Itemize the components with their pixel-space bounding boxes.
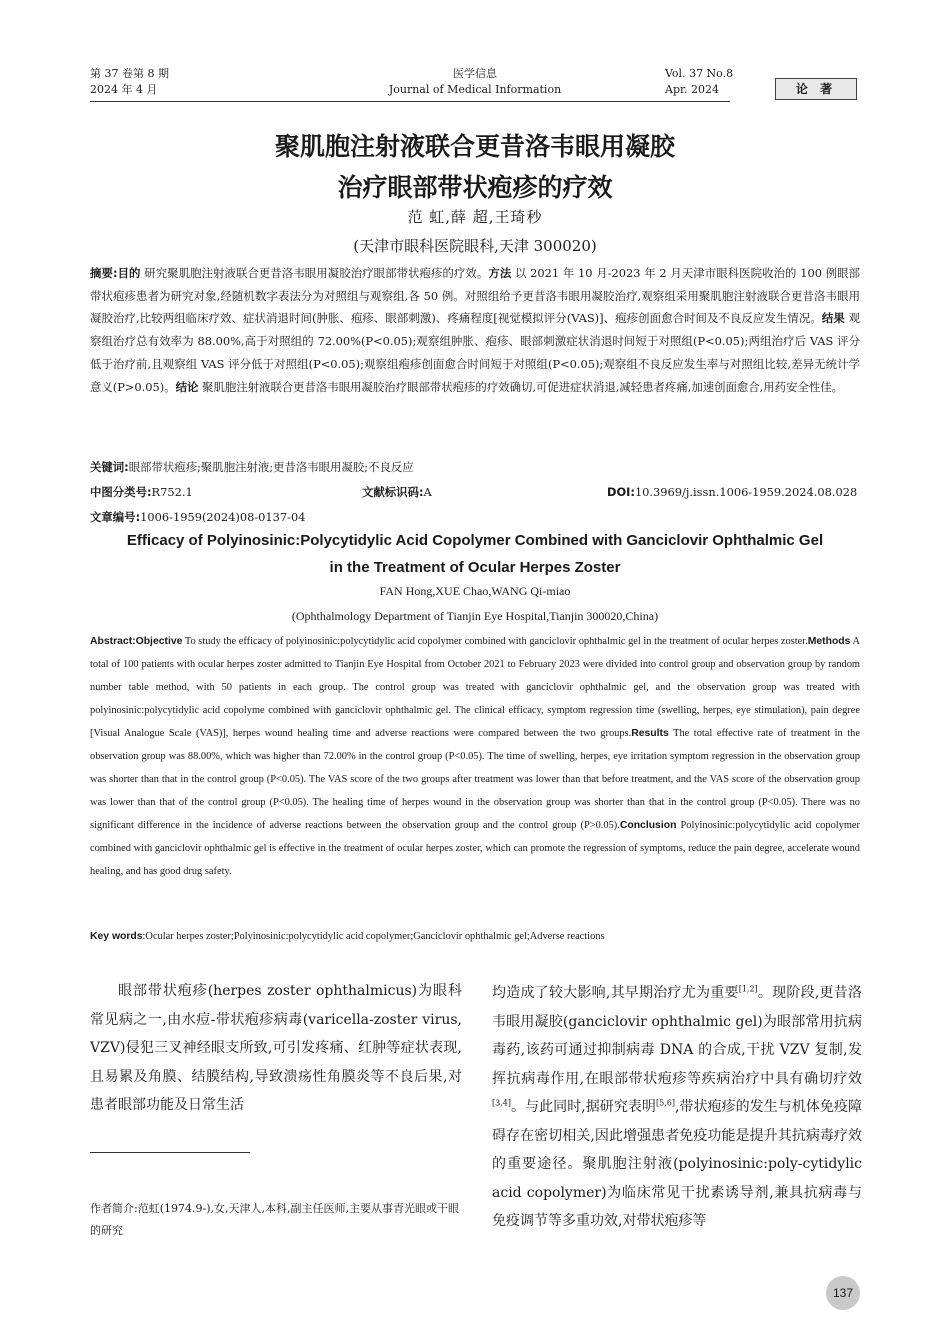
article-number — [90, 507, 306, 527]
objective-en-text: To study the efficacy of polyinosinic:polycytidylic acid copolymer combined with ganciclovir ophthalmic gel in the treatment of ocular herpes zoster. — [182, 636, 808, 647]
article-number-value: 1006-1959(2024)08-0137-04 — [140, 510, 306, 524]
classification — [90, 482, 193, 502]
issue-date-en: Apr. 2024 — [665, 83, 720, 96]
title-cn-line1: 聚肌胞注射液联合更昔洛韦眼用凝胶 — [274, 132, 675, 161]
citation-5-6: [5,6] — [655, 1098, 675, 1108]
footnote-rule — [90, 1152, 250, 1153]
volume-issue: 第 37 卷第 8 期 — [90, 67, 169, 80]
methods-cn-label: 方法 — [488, 266, 512, 280]
keywords-cn-label: 关键词: — [90, 460, 129, 474]
body-text-part4: ,带状疱疹的发生与机体免疫障碍存在密切相关,因此增强患者免疫功能是提升其抗病毒疗效的重要途径。聚肌胞注射液(polyinosinic:poly-cytidylic acid copolymer)为临床常见干扰素诱导剂,兼具抗病毒与免疫调节等多重功效,对带状疱疹等 — [492, 1099, 863, 1229]
conclusion-en-label: Conclusion — [619, 820, 677, 831]
authors-cn: 范 虹,薛 超,王琦秒 — [407, 208, 543, 226]
objective-cn-label: 目的 — [117, 266, 141, 280]
title-en-line1: Efficacy of Polyinosinic:Polycytidylic Acid Copolymer Combined with Ganciclovir Ophthalmic Gel — [126, 532, 824, 549]
volume-issue-en: Vol. 37 No.8 — [665, 67, 734, 80]
doi-label: DOI: — [607, 485, 635, 499]
affiliation-en: (Ophthalmology Department of Tianjin Eye Hospital,Tianjin 300020,China) — [291, 609, 659, 623]
keywords-en-text: :Ocular herpes zoster;Polyinosinic:polycytidylic acid copolymer;Ganciclovir ophthalmic gel;Adverse reactions — [142, 931, 605, 942]
abstract-cn-label: 摘要: — [90, 266, 118, 280]
article-number-label: 文章编号: — [90, 510, 141, 524]
classification-value: R752.1 — [151, 485, 193, 499]
citation-1-2: [1,2] — [738, 984, 758, 994]
author-footnote: 作者简介:范虹(1974.9-),女,天津人,本科,副主任医师,主要从事青光眼或干眼的研究 — [90, 1202, 459, 1237]
body-text-part3: 。与此同时,据研究表明 — [510, 1099, 656, 1115]
keywords-cn — [90, 457, 860, 477]
body-paragraph: 眼部带状疱疹(herpes zoster ophthalmicus)为眼科常见病之一,由水痘-带状疱疹病毒(varicella-zoster virus, VZV)侵犯三叉神经眼支所致,可引发疼痛、红肿等症状表现,且易累及角膜、结膜结构,导致溃疡性角膜炎等不良后果,对患者眼部功能及日常生活 — [90, 983, 462, 1113]
body-column-left — [90, 977, 462, 1120]
abstract-en — [90, 630, 860, 883]
keywords-en-label: Key words — [90, 931, 143, 942]
results-cn-label: 结果 — [821, 311, 845, 326]
conclusion-cn-text: 聚肌胞注射液联合更昔洛韦眼用凝胶治疗眼部带状疱疹的疗效确切,可促进症状消退,减轻患者疼痛,加速创面愈合,用药安全性佳。 — [198, 379, 844, 394]
keywords-en — [90, 927, 860, 947]
document-code-label: 文献标识码: — [362, 485, 424, 499]
methods-cn-text: 以 2021 年 10 月-2023 年 2 月天津市眼科医院收治的 100 例眼部带状疱疹患者为研究对象,经随机数字表法分为对照组与观察组,各 50 例。对照组给予更昔洛韦眼用凝胶治疗,观察组采用聚肌胞注射液联合更昔洛韦眼用凝胶治疗,比较两组临床疗效、症状消退时间(肿胀、疱疹、眼部刺激)、疼痛程度[视觉模拟评分(VAS)]、疱疹创面愈合时间及不良反应发生情况。 — [90, 266, 860, 326]
journal-name-en: Journal of Medical Information — [388, 83, 562, 96]
document-code — [362, 482, 432, 502]
body-text-part1: 均造成了较大影响,其早期治疗尤为重要 — [492, 985, 739, 1001]
document-code-value: A — [423, 485, 432, 499]
issue-date: 2024 年 4 月 — [90, 83, 158, 96]
page-number: 137 — [826, 1276, 860, 1310]
authors-en: FAN Hong,XUE Chao,WANG Qi-miao — [379, 584, 571, 598]
keywords-cn-text: 眼部带状疱疹;聚肌胞注射液;更昔洛韦眼用凝胶;不良反应 — [128, 460, 414, 474]
classification-label: 中图分类号: — [90, 485, 152, 499]
affiliation-cn: (天津市眼科医院眼科,天津 300020) — [353, 237, 597, 255]
methods-en-label: Methods — [807, 636, 851, 647]
journal-name — [90, 66, 860, 98]
header-rule — [90, 101, 730, 102]
section-badge: 论 著 — [775, 78, 857, 100]
objective-cn-text: 研究聚肌胞注射液联合更昔洛韦眼用凝胶治疗眼部带状疱疹的疗效。 — [140, 266, 489, 280]
body-text-part2: 。现阶段,更昔洛韦眼用凝胶(ganciclovir ophthalmic gel)为眼部常用抗病毒药,该药可通过抑制病毒 DNA 的合成,干扰 VZV 复制,发挥抗病毒作用,在眼部带状疱疹等疾病治疗中具有确切疗效 — [492, 985, 863, 1087]
title-cn-line2: 治疗眼部带状疱疹的疗效 — [337, 173, 613, 202]
doi — [607, 482, 857, 502]
methods-en-text: A total of 100 patients with ocular herpes zoster admitted to Tianjin Eye Hospital from October 2021 to February 2023 were divided into control group and observation group by random number table method, with 50 patients in each group. The control group was treated with ganciclovir ophthalmic gel, and the observation group was treated with polyinosinic:polycytidylic acid copolyme combined with ganciclovir ophthalmic gel. The clinical efficacy, symptom regression time (swelling, herpes, eye stimulation), pain degree [Visual Analogue Scale (VAS)], herpes wound healing time and adverse reactions were compared between the two groups. — [90, 636, 860, 739]
abstract-cn — [90, 262, 860, 398]
volume-info-en — [665, 66, 733, 98]
body-column-right — [492, 979, 862, 1236]
results-en-label: Results — [631, 728, 669, 739]
objective-en-label: Objective — [135, 636, 183, 647]
journal-name-cn: 医学信息 — [453, 67, 497, 80]
doi-value: 10.3969/j.issn.1006-1959.2024.08.028 — [634, 485, 858, 499]
body-paragraph-continued — [492, 979, 862, 1236]
conclusion-en-text: Polyinosinic:polycytidylic acid copolymer combined with ganciclovir ophthalmic gel is effective in the treatment of ocular herpes zoster, which can promote the regression of symptoms, reduce the pain degree, accelerate wound healing, and has good drug safety. — [90, 820, 860, 877]
conclusion-cn-label: 结论 — [175, 379, 199, 394]
results-cn-text: 观察组治疗总有效率为 88.00%,高于对照组的 72.00%(P<0.05);观察组肿胀、疱疹、眼部刺激症状消退时间短于对照组(P<0.05);两组治疗后 VAS 评分低于治疗前,且观察组 VAS 评分低于对照组(P<0.05);观察组疱疹创面愈合时间短于对照组(P<0.05);观察组不良反应发生率与对照组比较,差异无统计学意义(P>0.05)。 — [90, 311, 860, 394]
running-header — [90, 66, 860, 106]
citation-3-4: [3,4] — [492, 1098, 511, 1108]
abstract-en-label: Abstract: — [90, 636, 136, 647]
title-en-line2: in the Treatment of Ocular Herpes Zoster — [329, 559, 621, 576]
results-en-text: The total effective rate of treatment in the observation group was 88.00%, which was higher than 72.00% in the control group (P<0.05). The time of swelling, herpes, eye irritation symptom regression in the observation group was shorter than that in the control group (P<0.05). The VAS score of the two groups after treatment was lower than that before treatment, and the VAS score of the observation group was lower than that of the control group (P<0.05). The healing time of herpes wound in the observation group was shorter than that in the control group (P<0.05). There was no significant difference in the incidence of adverse reactions between the observation group and the control group (P>0.05). — [90, 728, 860, 831]
